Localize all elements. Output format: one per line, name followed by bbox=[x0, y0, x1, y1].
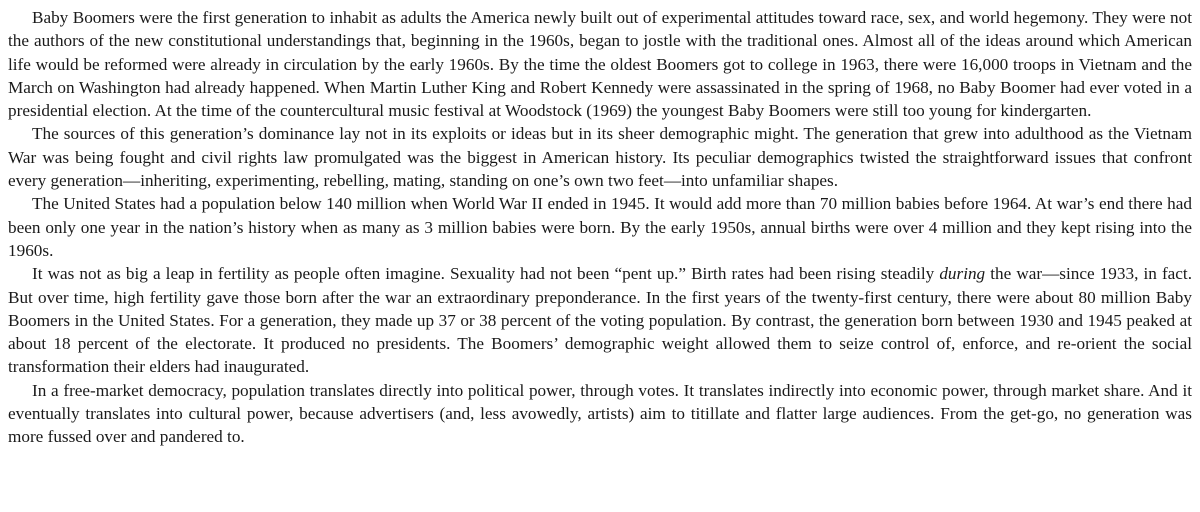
paragraph-3: The United States had a population below 140 million when World War II ended in 1945. It would add more than 70 million babies before 1964. At war’s end there had been only one year in the nation’s history when as many as 3 million babies were born. By the early 1950s, annual births were over 4 million and they kept rising into the 1960s. bbox=[8, 194, 1192, 260]
paragraph-4-text-after: the war—since 1933, in fact. But over time, high fertility gave those born after the war an extraordinary preponderance. In the first years of the twenty-first century, there were about 80 million Baby Boomers in the United States. For a generation, they made up 37 or 38 percent of the voting population. By contrast, the generation born between 1930 and 1945 peaked at about 18 percent of the electorate. It produced no presidents. The Boomers’ demographic weight allowed them to seize control of, enforce, and re-orient the social transformation their elders had inaugurated. bbox=[8, 264, 1193, 377]
paragraph-5: In a free-market democracy, population translates directly into political power, through votes. It translates indirectly into economic power, through market share. And it eventually translates into cultural power, because advertisers (and, less avowedly, artists) aim to titillate and flatter large audiences. From the get-go, no generation was more fussed over and pandered to. bbox=[8, 380, 1192, 447]
paragraph-4-text-before: It was not as big a leap in fertility as people often imagine. Sexuality had not been “pent up.” Birth rates had been rising steadily bbox=[32, 264, 940, 284]
paragraph-2: The sources of this generation’s dominance lay not in its exploits or ideas but in its sheer demographic might. The generation that grew into adulthood as the Vietnam War was being fought and civil rights law promulgated was the biggest in American history. Its peculiar demographics twisted the straightforward issues that confront every generation—inheriting, experimenting, rebelling, mating, standing on one’s own two feet—into unfamiliar shapes. bbox=[8, 124, 1192, 191]
paragraph-1: Baby Boomers were the first generation to inhabit as adults the America newly built out of experimental attitudes toward race, sex, and world hegemony. They were not the authors of the new constitutional understandings that, beginning in the 1960s, began to jostle with the traditional ones. Almost all of the ideas around which American life would be reformed were already in circulation by the early 1960s. By the time the oldest Boomers got to college in 1963, there were 16,000 troops in Vietnam and the March on Washington had already happened. When Martin Luther King and Robert Kennedy were assassinated in the spring of 1968, no Baby Boomer had ever voted in a presidential election. At the time of the countercultural music festival at Woodstock (1969) the youngest Baby Boomers were still too young for kindergarten. bbox=[8, 8, 1192, 121]
paragraph-4 bbox=[8, 262, 1192, 378]
paragraph-4-emphasis: during bbox=[939, 264, 986, 284]
